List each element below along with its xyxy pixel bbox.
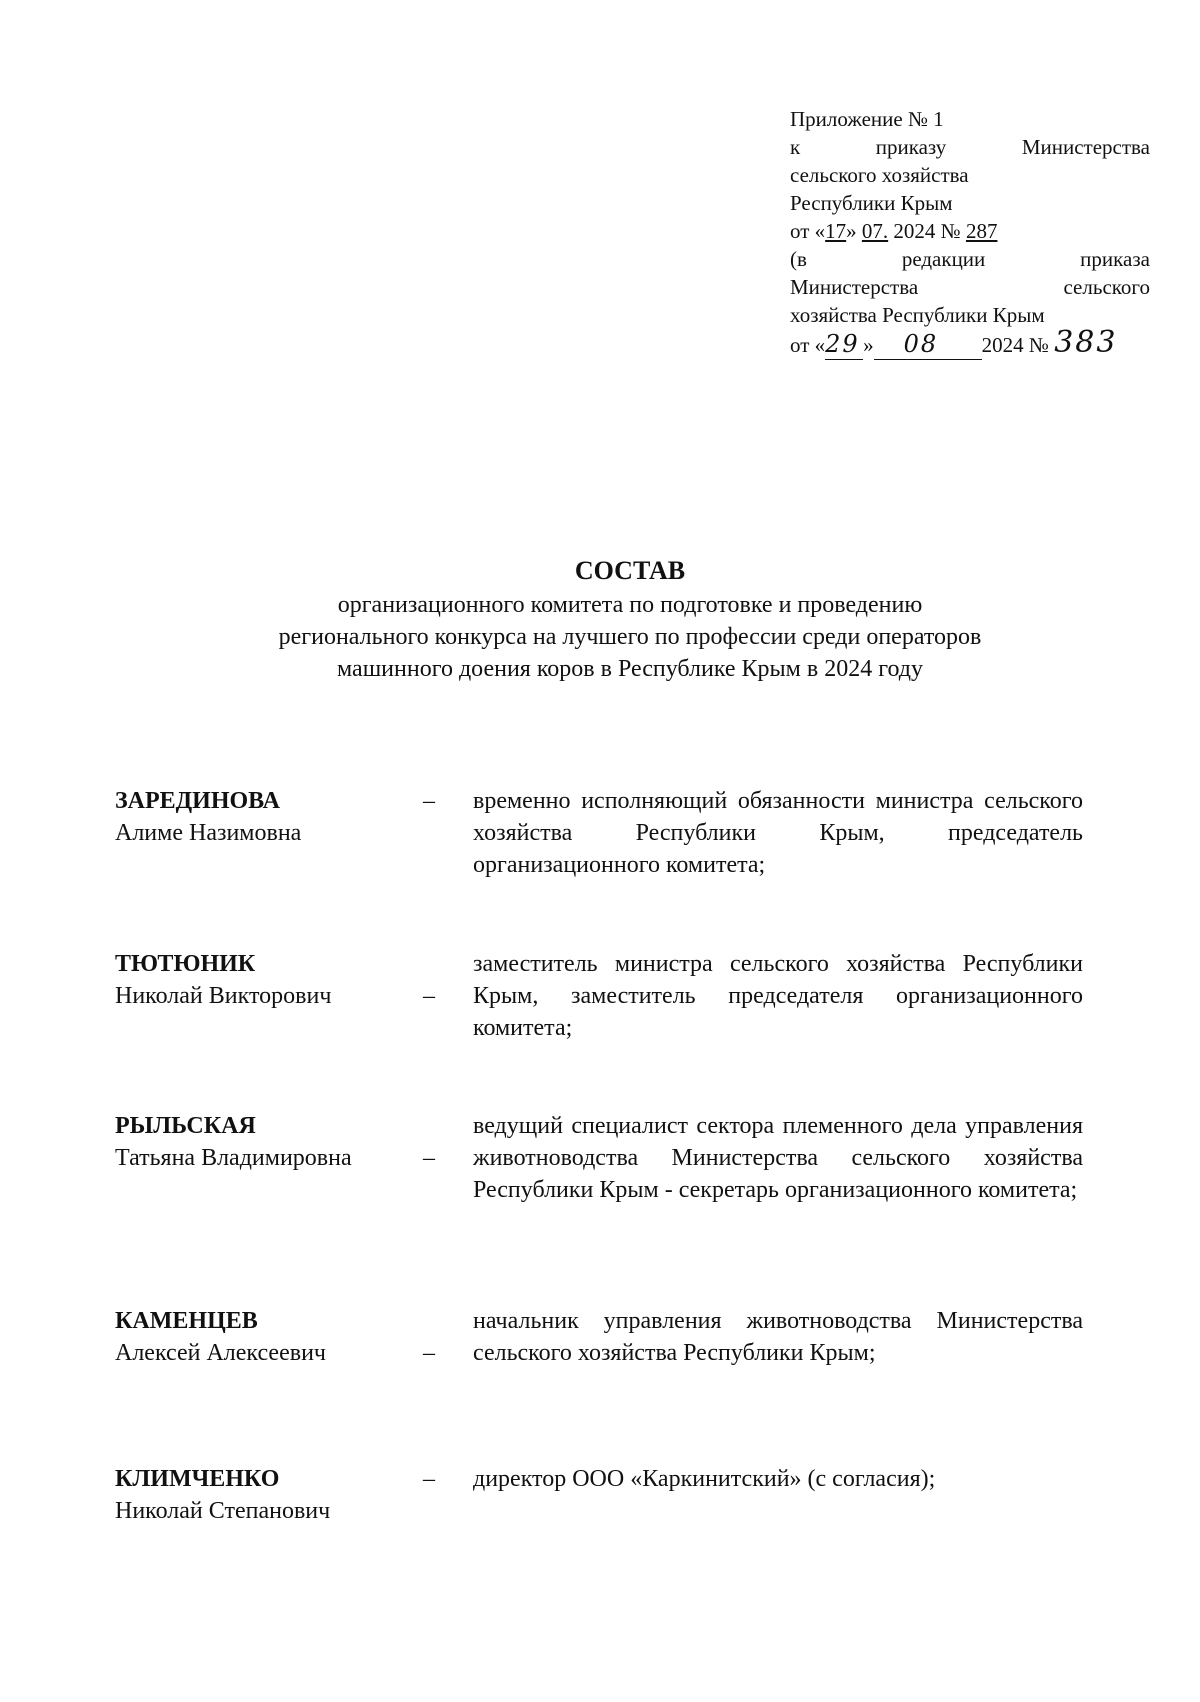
appendix-header bbox=[790, 105, 1150, 360]
appendix-line-7: Министерства сельского bbox=[790, 275, 1150, 299]
member-role: начальник управления животноводства Министерства сельского хозяйства Республики Крым; bbox=[473, 1308, 1083, 1366]
appendix-revision-date: от «29 » 08 2024 № 383 bbox=[790, 325, 1118, 360]
title-line-2: регионального конкурса на лучшего по профессии среди операторов bbox=[278, 624, 982, 650]
handwritten-month: 08 bbox=[903, 330, 939, 358]
handwritten-number: 383 bbox=[1054, 325, 1118, 360]
member-surname: КЛИМЧЕНКО bbox=[115, 1466, 280, 1492]
document-title bbox=[150, 555, 1110, 685]
title-heading: СОСТАВ bbox=[574, 556, 686, 585]
member-name bbox=[115, 1305, 415, 1369]
member-surname: ТЮТЮНИК bbox=[115, 951, 256, 977]
appendix-line-1: Приложение № 1 bbox=[790, 107, 944, 131]
member-name bbox=[115, 785, 415, 849]
member-role: заместитель министра сельского хозяйства Республики Крым, заместитель председателя организационного комитета; bbox=[473, 951, 1083, 1041]
appendix-line-3: сельского хозяйства bbox=[790, 163, 969, 187]
member-name bbox=[115, 1110, 415, 1174]
member-surname: РЫЛЬСКАЯ bbox=[115, 1113, 256, 1139]
member-dash: – bbox=[423, 983, 435, 1009]
member-role: временно исполняющий обязанности министра сельского хозяйства Республики Крым, председатель организационного комитета; bbox=[473, 788, 1083, 878]
handwritten-day: 29 bbox=[825, 330, 860, 358]
appendix-order-date: от «17» 07. 2024 № 287 bbox=[790, 219, 998, 243]
appendix-line-6: (в редакции приказа bbox=[790, 247, 1150, 271]
member-given-name: Алексей Алексеевич bbox=[115, 1340, 326, 1366]
member-surname: КАМЕНЦЕВ bbox=[115, 1308, 258, 1334]
appendix-line-8: хозяйства Республики Крым bbox=[790, 303, 1045, 327]
member-role: ведущий специалист сектора племенного дела управления животноводства Министерства сельского хозяйства Республики Крым - секретарь организационного комитета; bbox=[473, 1113, 1083, 1203]
title-line-3: машинного доения коров в Республике Крым в 2024 году bbox=[337, 656, 923, 682]
member-role: директор ООО «Каркинитский» (с согласия); bbox=[473, 1466, 936, 1492]
member-dash: – bbox=[423, 1466, 435, 1492]
member-dash: – bbox=[423, 1145, 435, 1171]
title-line-1: организационного комитета по подготовке и проведению bbox=[337, 592, 923, 618]
member-given-name: Николай Викторович bbox=[115, 983, 332, 1009]
member-surname: ЗАРЕДИНОВА bbox=[115, 788, 281, 814]
member-given-name: Татьяна Владимировна bbox=[115, 1145, 352, 1171]
appendix-line-4: Республики Крым bbox=[790, 191, 953, 215]
member-dash: – bbox=[423, 788, 435, 814]
appendix-line-2: к приказу Министерства bbox=[790, 135, 1150, 159]
member-dash: – bbox=[423, 1340, 435, 1366]
member-given-name: Алиме Назимовна bbox=[115, 820, 302, 846]
member-given-name: Николай Степанович bbox=[115, 1498, 331, 1524]
member-name bbox=[115, 1463, 415, 1527]
member-name bbox=[115, 948, 415, 1012]
